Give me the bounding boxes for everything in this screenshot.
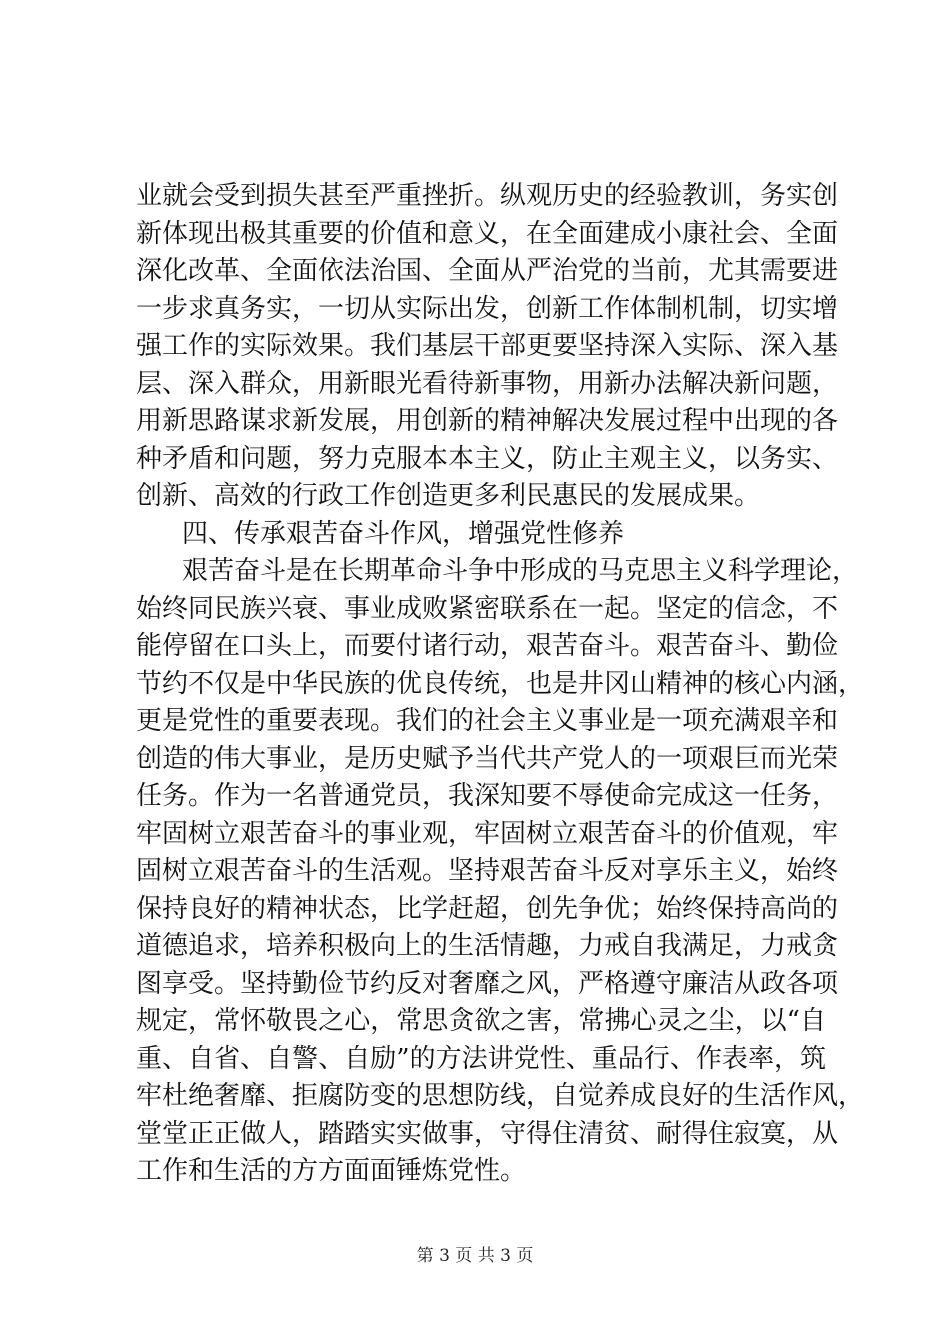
paragraph-line: 重、自省、自警、自励”的方法讲党性、重品行、作表率，筑 (136, 1043, 826, 1074)
paragraph-line: 创新、高效的行政工作创造更多利民惠民的发展成果。 (136, 481, 761, 511)
paragraph-line: 新体现出极其重要的价值和意义，在全面建成小康社会、全面 (136, 218, 839, 249)
paragraph-line: 牢固树立艰苦奋斗的事业观，牢固树立艰苦奋斗的价值观，牢 (136, 818, 839, 849)
paragraph-line: 强工作的实际效果。我们基层干部更要坚持深入实际、深入基 (136, 331, 839, 361)
paragraph-line: 节约不仅是中华民族的优良传统，也是井冈山精神的核心内涵， (136, 668, 865, 699)
paragraph-line: 种矛盾和问题，努力克服本本主义，防止主观主义，以务实、 (136, 443, 839, 474)
paragraph-line: 一步求真务实，一切从实际出发，创新工作体制机制，切实增 (136, 293, 839, 324)
section-heading: 四、传承艰苦奋斗作风，增强党性修养 (182, 518, 625, 549)
document-body (136, 178, 865, 1191)
page-footer: 第 3 页 共 3 页 (416, 1246, 534, 1266)
paragraph-line: 牢杜绝奢靡、拒腐防变的思想防线，自觉养成良好的生活作风， (136, 1081, 865, 1111)
paragraph-line: 保持良好的精神状态，比学赶超，创先争优；始终保持高尚的 (136, 893, 839, 924)
paragraph-line: 深化改革、全面依法治国、全面从严治党的当前，尤其需要进 (136, 256, 839, 286)
paragraph-line: 图享受。坚持勤俭节约反对奢靡之风，严格遵守廉洁从政各项 (136, 968, 839, 999)
paragraph-line: 工作和生活的方方面面锤炼党性。 (136, 1156, 527, 1186)
paragraph-line: 更是党性的重要表现。我们的社会主义事业是一项充满艰辛和 (136, 706, 839, 736)
paragraph-line: 层、深入群众，用新眼光看待新事物，用新办法解决新问题， (136, 368, 839, 399)
paragraph-line: 能停留在口头上，而要付诸行动，艰苦奋斗。艰苦奋斗、勤俭 (136, 631, 839, 661)
paragraph-line: 艰苦奋斗是在长期革命斗争中形成的马克思主义科学理论， (182, 556, 859, 586)
paragraph-line: 任务。作为一名普通党员，我深知要不辱使命完成这一任务， (136, 781, 839, 811)
paragraph-line: 用新思路谋求新发展，用创新的精神解决发展过程中出现的各 (136, 406, 839, 436)
paragraph-line: 规定，常怀敬畏之心，常思贪欲之害，常拂心灵之尘，以“自 (136, 1006, 826, 1036)
paragraph-line: 道德追求，培养积极向上的生活情趣，力戒自我满足，力戒贪 (136, 931, 839, 961)
paragraph-line: 始终同民族兴衰、事业成败紧密联系在一起。坚定的信念，不 (136, 593, 839, 624)
paragraph-line: 创造的伟大事业，是历史赋予当代共产党人的一项艰巨而光荣 (136, 743, 839, 774)
paragraph-line: 堂堂正正做人，踏踏实实做事，守得住清贫、耐得住寂寞，从 (136, 1118, 839, 1149)
paragraph-line: 固树立艰苦奋斗的生活观。坚持艰苦奋斗反对享乐主义，始终 (136, 856, 839, 886)
paragraph-line: 业就会受到损失甚至严重挫折。纵观历史的经验教训，务实创 (136, 181, 839, 211)
